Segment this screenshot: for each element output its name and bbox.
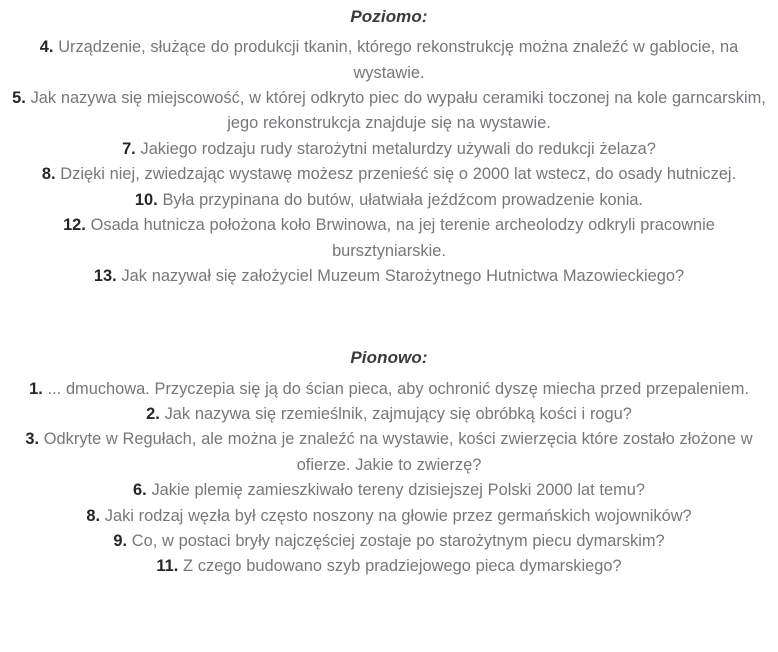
clue-item [6,86,772,137]
clue-text: Jak nazywa się rzemieślnik, zajmujący się obróbką kości i rogu? [164,404,632,423]
clue-number: 11. [156,557,179,576]
clue-list-across [6,35,772,289]
clue-item [6,504,772,529]
clue-text: Z czego budowano szyb pradziejowego pieca dymarskiego? [183,557,622,576]
bottom-spacer [6,580,772,590]
clue-text: Jak nazywał się założyciel Muzeum Starożytnego Hutnictwa Mazowieckiego? [121,266,685,285]
clue-item [6,213,772,264]
clue-item [6,137,772,162]
clue-number: 3. [25,430,40,449]
clue-text: Odkryte w Regułach, ale można je znaleźć na wystawie, kości zwierzęcia które zostało złożone w ofierze. Jakie to zwierzę? [43,430,753,474]
clue-number: 1. [29,379,43,398]
clue-number: 8. [41,165,56,184]
clue-item [6,35,772,86]
clue-item [6,377,772,402]
clue-section-down [6,343,772,580]
clue-number: 10. [134,190,158,209]
clue-text: Osada hutnicza położona koło Brwinowa, na jej terenie archeolodzy odkryli pracownie bursztyniarskie. [90,216,715,260]
clue-text: Co, w postaci bryły najczęściej zostaje po starożytnym piecu dymarskim? [131,532,665,550]
clue-number: 7. [122,139,136,158]
clue-text: Jaki rodzaj węzła był często noszony na głowie przez germańskich wojowników? [104,506,692,525]
clue-list-down [6,377,772,580]
clue-text: Była przypinana do butów, ułatwiała jeźdźcom prowadzenie konia. [162,190,644,209]
clue-number: 4. [39,38,54,57]
clue-item [6,554,772,579]
clue-number: 8. [86,506,101,525]
clue-item [6,427,772,478]
clue-text: Urządzenie, służące do produkcji tkanin, którego rekonstrukcję można znaleźć w gablocie, na wystawie. [58,38,739,82]
clue-item [6,529,772,554]
clue-item [6,162,772,187]
section-spacer [6,289,772,343]
clue-text: Jakiego rodzaju rudy starożytni metalurdzy używali do redukcji żelaza? [140,139,656,158]
clue-item [6,188,772,213]
clue-item [6,402,772,427]
clue-number: 5. [12,89,26,108]
clue-section-across [6,2,772,289]
clue-text: ... dmuchowa. Przyczepia się ją do ścian pieca, aby ochronić dyszę miecha przed przepaleniem. [47,379,749,398]
clue-number: 12. [63,216,86,235]
section-heading-down: Pionowo: [350,348,428,368]
clue-text: Dzięki niej, zwiedzając wystawę możesz przenieść się o 2000 lat wstecz, do osady hutniczej. [60,165,737,184]
section-heading-across: Poziomo: [350,7,428,26]
clue-item [6,478,772,503]
clue-number: 6. [133,481,147,500]
clue-number: 9. [113,532,128,550]
clue-number: 2. [146,404,160,423]
clue-text: Jak nazywa się miejscowość, w której odkryto piec do wypału ceramiki toczonej na kole garncarskim, jego rekonstrukcja znajduje się na wystawie. [30,89,766,133]
clue-text: Jakie plemię zamieszkiwało tereny dzisiejszej Polski 2000 lat temu? [151,481,645,500]
clue-item [6,264,772,289]
clue-number: 13. [93,266,117,285]
